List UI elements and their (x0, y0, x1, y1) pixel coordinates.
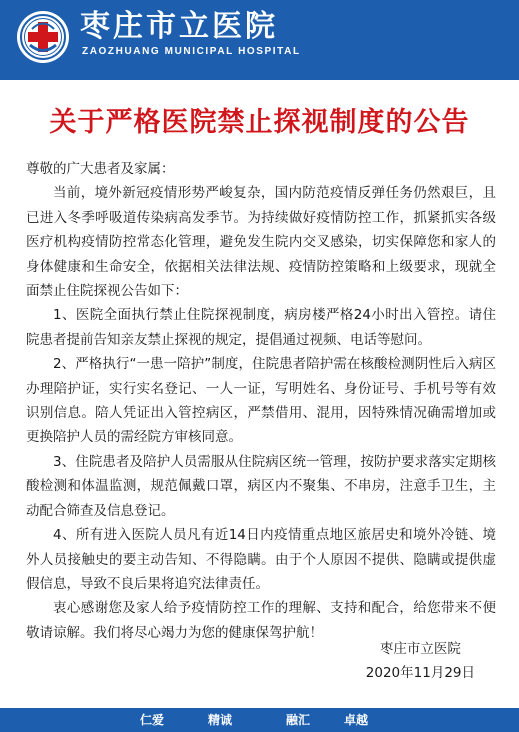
slogan-ren-ai: 仁爱 (140, 713, 165, 727)
slogan-zhuo-yue: 卓越 (344, 713, 369, 727)
paragraph-item-2: 2、严格执行“一患一陪护”制度，住院患者陪护需在核酸检测阴性后入病区办理陪护证，实行实名登记、一人一证，写明姓名、身份证号、手机号等有效识别信息。陪人凭证出入管控病区，严禁借用、混用，因特殊情况确需增加或更换陪护人员的需经院方审核同意。 (26, 356, 496, 446)
paragraph-intro: 当前，境外新冠疫情形势严峻复杂，国内防范疫情反弹任务仍然艰巨，且已进入冬季呼吸道传染病高发季节。为持续做好疫情防控工作，抓紧抓实各级医疗机构疫情防控常态化管理，避免发生院内交叉感染，切实保障您和家人的身体健康和生命安全，依据相关法律法规、疫情防控策略和上级要求，现就全面禁止住院探视公告如下： (26, 185, 496, 300)
footer-banner (0, 708, 519, 732)
hospital-cross-logo-icon (16, 10, 70, 64)
hospital-name-en: ZAOZHUANG MUNICIPAL HOSPITAL (82, 46, 301, 57)
signature-block (366, 637, 475, 685)
paragraph-item-3: 3、住院患者及陪护人员需服从住院病区统一管理，按防护要求落实定期核酸检测和体温监测，规范佩戴口罩，病区内不聚集、不串房，注意手卫生，主动配合筛查及信息登记。 (26, 453, 496, 519)
notice-body (26, 157, 496, 645)
paragraph-closing: 衷心感谢您及家人给予疫情防控工作的理解、支持和配合，给您带来不便敬请谅解。我们将尽心竭力为您的健康保驾护航！ (26, 600, 496, 641)
notice-title: 关于严格医院禁止探视制度的公告 (49, 107, 470, 138)
hospital-name: 枣庄市立医院 (80, 9, 278, 44)
paragraph-item-1: 1、医院全面执行禁止住院探视制度，病房楼严格24小时出入管控。请住院患者提前告知亲友禁止探视的规定，提倡通过视频、电话等慰问。 (26, 307, 496, 348)
signature: 枣庄市立医院 (379, 641, 461, 657)
slogan-jing-cheng: 精诚 (208, 713, 233, 727)
notice-date: 2020年11月29日 (365, 665, 475, 681)
salutation: 尊敬的广大患者及家属： (26, 161, 175, 177)
slogan-rong-hui: 融汇 (286, 713, 311, 727)
header-banner (0, 0, 519, 80)
paragraph-item-4: 4、所有进入医院人员凡有近14日内疫情重点地区旅居史和境外冷链、境外人员接触史的要主动告知、不得隐瞒。由于个人原因不提供、隐瞒或提供虚假信息，导致不良后果将追究法律责任。 (26, 527, 496, 592)
